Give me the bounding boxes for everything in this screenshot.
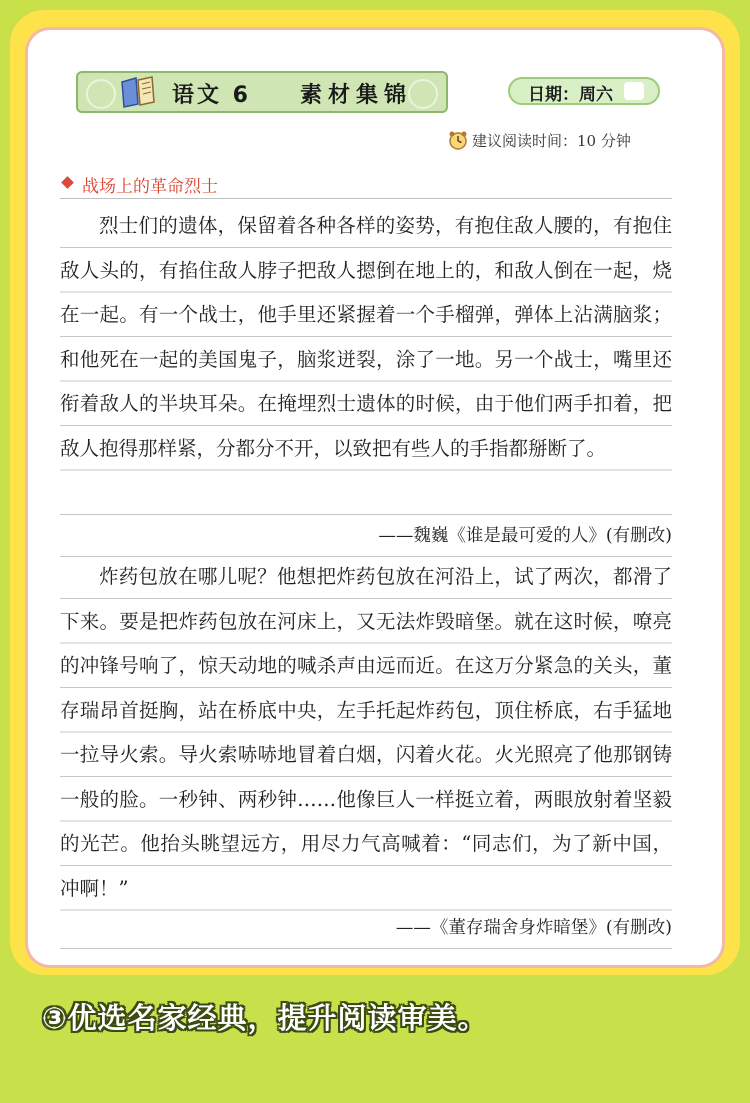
- passage-source: ——《董存瑞舍身炸暗堡》(有删改): [60, 908, 672, 949]
- clock-icon: [448, 130, 468, 150]
- topic-label: 素材集锦: [300, 83, 413, 108]
- date-label: 日期：周六: [528, 85, 613, 105]
- book-icon: [118, 74, 158, 110]
- passage-text: 烈士们的遗体，保留着各种各样的姿势，有抱住敌人腰的，有抱住敌人头的，有掐住敌人脖子把敌人摁倒在地上的，和敌人倒在一起，烧在一起。有一个战士，他手里还紧握着一个手榴弹，弹体上沾满脑浆；和他死在一起的美国鬼子，脑浆迸裂，涂了一地。另一个战士，嘴里还衔着敌人的半块耳朵。在掩埋烈士遗体的时候，由于他们两手扣着，把敌人抱得那样紧，分都分不开，以致把有些人的手指都掰断了。: [60, 204, 672, 515]
- ornament-icon: [408, 79, 438, 109]
- footer-slogan: ③优选名家经典，提升阅读审美。: [42, 1001, 488, 1035]
- reading-time: 建议阅读时间：10 分钟: [472, 132, 631, 150]
- subject-label: 语文 6: [172, 83, 251, 108]
- passage-source: ——魏巍《谁是最可爱的人》(有删改): [60, 516, 672, 557]
- section-title: 战场上的革命烈士: [82, 177, 218, 197]
- ornament-icon: [86, 79, 116, 109]
- date-checkbox[interactable]: [624, 82, 644, 100]
- passage-text: 炸药包放在哪儿呢？他想把炸药包放在河沿上，试了两次，都滑了下来。要是把炸药包放在河床上，又无法炸毁暗堡。就在这时候，嘹亮的冲锋号响了，惊天动地的喊杀声由远而近。在这万分紧急的关头，董存瑞昂首挺胸，站在桥底中央，左手托起炸药包，顶住桥底，右手猛地一拉导火索。导火索哧哧地冒着白烟，闪着火花。火光照亮了他那钢铸一般的脸。一秒钟、两秒钟……他像巨人一样挺立着，两眼放射着坚毅的光芒。他抬头眺望远方，用尽力气高喊着：“同志们，为了新中国，冲啊！”: [60, 555, 672, 911]
